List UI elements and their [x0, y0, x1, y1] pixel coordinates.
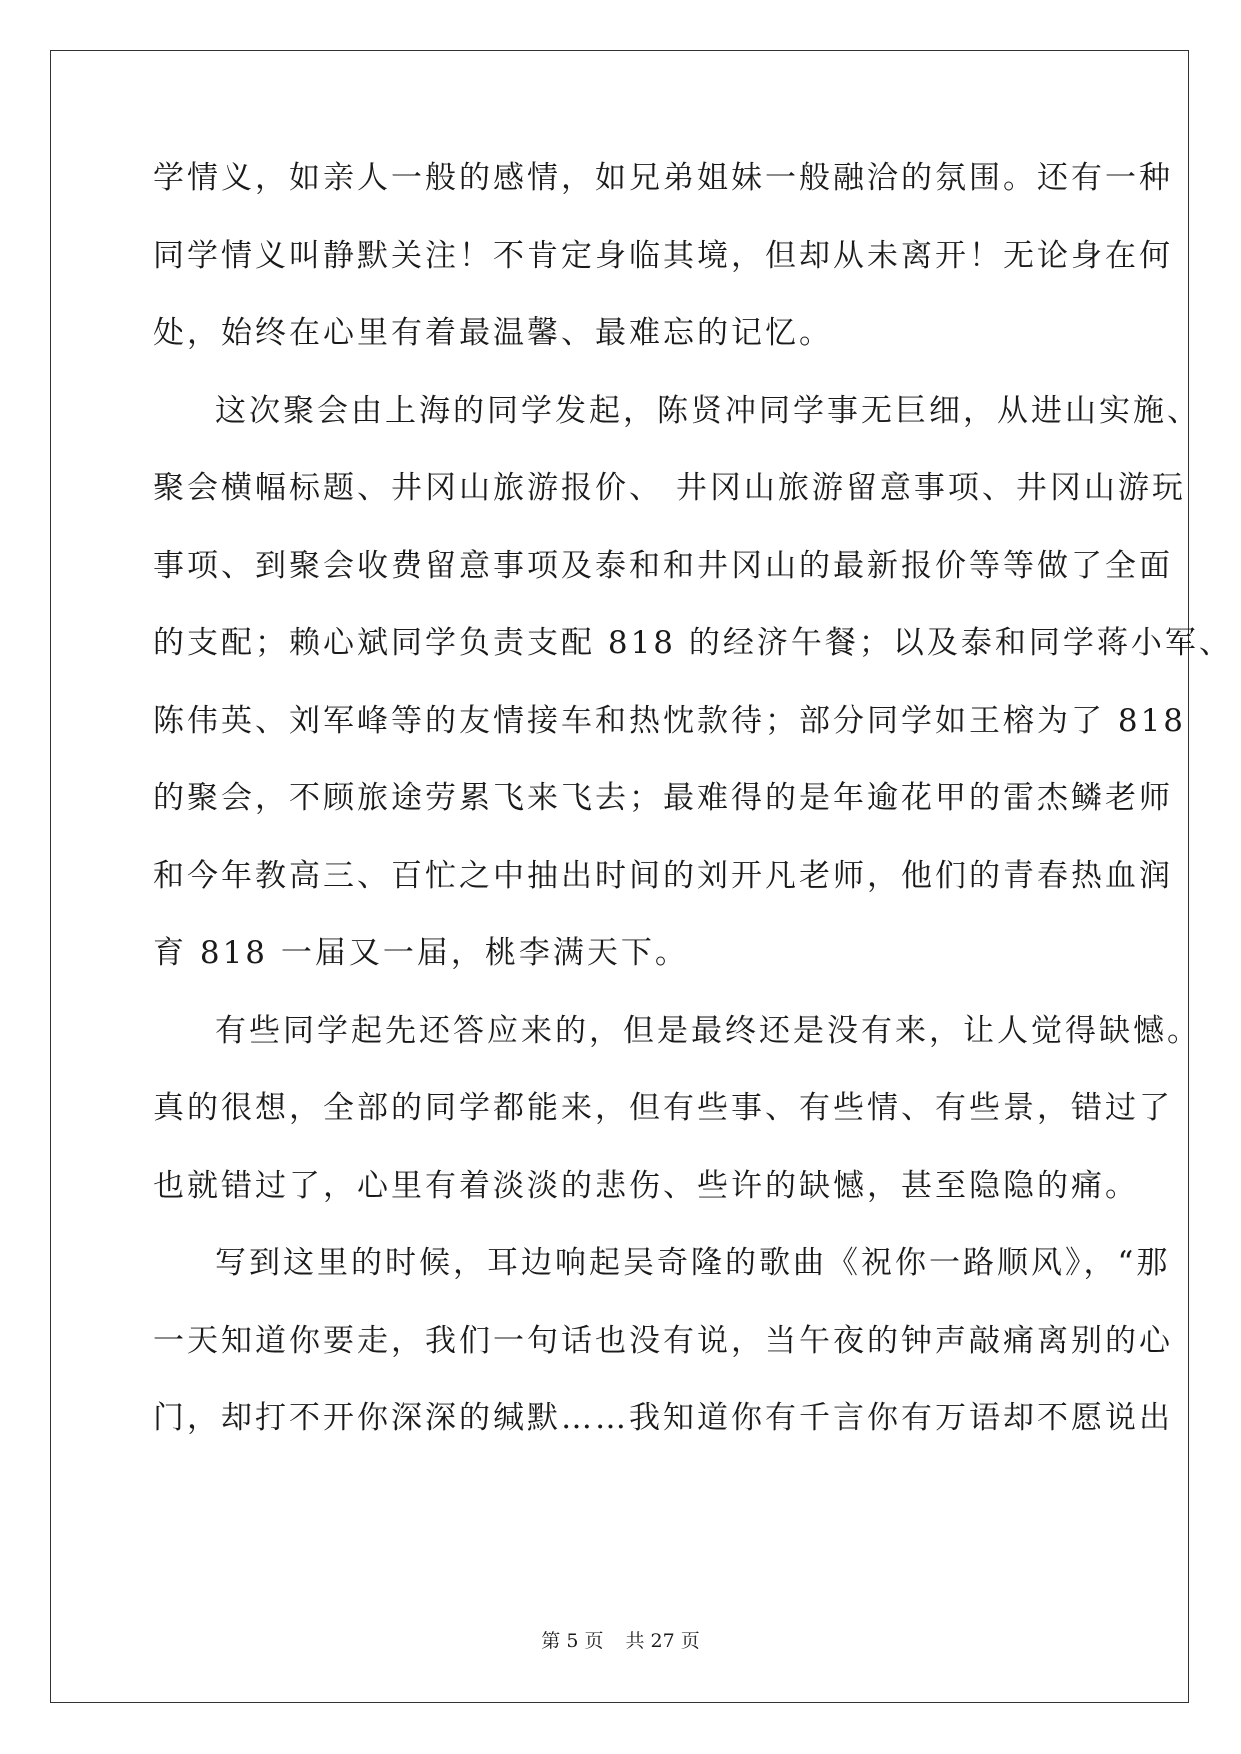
- text-line-3: 处，始终在心里有着最温馨、最难忘的记忆。: [153, 315, 833, 351]
- text-line-16: 一天知道你要走，我们一句话也没有说，当午夜的钟声敲痛离别的心: [153, 1322, 1173, 1359]
- text-line-14: 也就错过了，心里有着淡淡的悲伤、些许的缺憾，甚至隐隐的痛。: [153, 1167, 1139, 1204]
- document-body: [153, 158, 1233, 1476]
- text-line-17: 门，却打不开你深深的缄默……我知道你有千言你有万语却不愿说出: [153, 1400, 1173, 1436]
- text-line-12: 有些同学起先还答应来的，但是最终还是没有来，让人觉得缺憾。: [215, 1012, 1201, 1049]
- text-line-1: 学情义，如亲人一般的感情，如兄弟姐妹一般融洽的氛围。还有一种: [153, 160, 1173, 196]
- text-line-2: 同学情义叫静默关注！不肯定身临其境，但却从未离开！无论身在何: [153, 237, 1173, 274]
- text-line-10: 和今年教高三、百忙之中抽出时间的刘开凡老师，他们的青春热血润: [153, 857, 1173, 894]
- text-line-15: 写到这里的时候，耳边响起吴奇隆的歌曲《祝你一路顺风》，“那: [215, 1245, 1171, 1281]
- text-line-13: 真的很想，全部的同学都能来，但有些事、有些情、有些景，错过了: [153, 1090, 1173, 1126]
- text-line-5: 聚会横幅标题、井冈山旅游报价、 井冈山旅游留意事项、井冈山游玩: [153, 470, 1186, 506]
- text-line-7: 的支配；赖心斌同学负责支配 818 的经济午餐；以及泰和同学蒋小军、: [153, 625, 1233, 661]
- text-line-9: 的聚会，不顾旅途劳累飞来飞去；最难得的是年逾花甲的雷杰鳞老师: [153, 780, 1173, 816]
- text-line-8: 陈伟英、刘军峰等的友情接车和热忱款待；部分同学如王榕为了 818: [153, 702, 1187, 739]
- text-line-4: 这次聚会由上海的同学发起，陈贤冲同学事无巨细，从进山实施、: [215, 392, 1201, 429]
- text-line-11: 育 818 一届又一届，桃李满天下。: [153, 935, 689, 971]
- page-total: 共 27 页: [625, 1630, 700, 1652]
- page-number: 第 5 页: [541, 1630, 604, 1652]
- page-footer: [0, 1629, 1241, 1653]
- text-line-6: 事项、到聚会收费留意事项及泰和和井冈山的最新报价等等做了全面: [153, 547, 1173, 584]
